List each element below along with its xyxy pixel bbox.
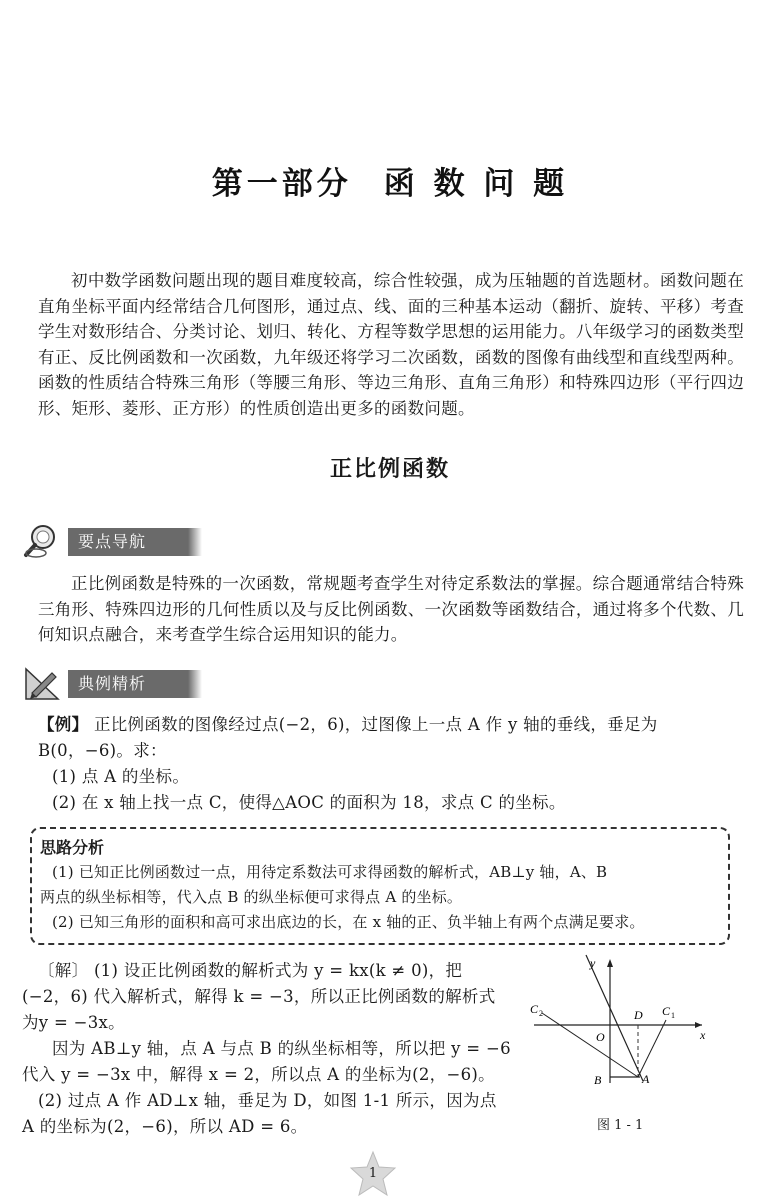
solution-line-4: 因为 AB⊥y 轴，点 A 与点 B 的纵坐标相等，所以把 y = −6: [52, 1039, 511, 1058]
pencil-icon: [22, 663, 62, 707]
label-o: O: [596, 1030, 605, 1044]
figure-caption: 图 1 - 1: [597, 1118, 644, 1133]
page-number: 1: [368, 1166, 378, 1181]
segment-c2a: [542, 1013, 638, 1077]
label-c2-sub: 2: [539, 1009, 543, 1018]
label-x: x: [700, 1028, 706, 1042]
section-label-examples: 典例精析: [68, 670, 188, 698]
part-title-right: 函 数 问 题: [383, 166, 569, 202]
analysis-line-2: 两点的纵坐标相等，代入点 B 的纵坐标便可求得点 A 的坐标。: [40, 888, 463, 906]
section-subtitle: 正比例函数: [329, 457, 450, 482]
label-b: B: [594, 1073, 602, 1087]
label-c1-sub: 1: [671, 1011, 675, 1020]
figure-1-1: [524, 953, 724, 1103]
example-line-1: [38, 712, 748, 738]
solution-line-5: 代入 y = −3x 中，解得 x = 2，所以点 A 的坐标为(2，−6)。: [22, 1065, 495, 1084]
example-line-2: B(0，−6)。求：: [38, 741, 167, 760]
analysis-label: 思路分析: [40, 838, 105, 857]
y-axis-arrow: [607, 959, 613, 967]
section-bar-fade: [188, 528, 202, 556]
example-question-1: (1) 点 A 的坐标。: [52, 767, 190, 786]
label-a: A: [642, 1072, 650, 1086]
analysis-line-3: (2) 已知三角形的面积和高可求出底边的长，在 x 轴的正、负半轴上有两个点满足要求。: [52, 913, 645, 931]
intro-paragraph: 初中数学函数问题出现的题目难度较高，综合性较强，成为压轴题的首选题材。函数问题在直角坐标平面内经常结合几何图形，通过点、线、面的三种基本运动（翻折、旋转、平移）考查学生对数形结合、分类讨论、划归、转化、方程等数学思想的运用能力。八年级学习的函数类型有正、反比例函数和一次函数，九年级还将学习二次函数，函数的图像有曲线型和直线型两种。函数的性质结合特殊三角形（等腰三角形、等边三角形、直角三角形）和特殊四边形（平行四边形、矩形、菱形、正方形）的性质创造出更多的函数问题。: [38, 271, 744, 418]
example-stem: 正比例函数的图像经过点(−2，6)，过图像上一点 A 作 y 轴的垂线，垂足为: [93, 715, 658, 734]
solution-line-6: (2) 过点 A 作 AD⊥x 轴，垂足为 D，如图 1-1 所示，因为点: [38, 1091, 497, 1110]
section-bar-fade: [188, 670, 202, 698]
example-tag: 【例】: [38, 715, 89, 734]
label-d: D: [634, 1008, 643, 1022]
solution-line-7: A 的坐标为(2，−6)，所以 AD = 6。: [22, 1117, 308, 1136]
magnifier-icon: [22, 520, 62, 564]
label-c1: C: [662, 1004, 671, 1018]
analysis-line-1: (1) 已知正比例函数过一点，用待定系数法可求得函数的解析式，AB⊥y 轴，A、B: [52, 863, 608, 881]
section-label-key-points: 要点导航: [68, 528, 188, 556]
label-y: y: [590, 956, 596, 970]
segment-c1a: [638, 1020, 666, 1077]
label-c2: C: [530, 1002, 539, 1016]
solution-line-2: (−2，6) 代入解析式，解得 k = −3，所以正比例函数的解析式: [22, 987, 496, 1006]
example-question-2: (2) 在 x 轴上找一点 C，使得△AOC 的面积为 18，求点 C 的坐标。: [52, 793, 566, 812]
key-points-text: 正比例函数是特殊的一次函数，常规题考查学生对待定系数法的掌握。综合题通常结合特殊三角形、特殊四边形的几何性质以及与反比例函数、一次函数等函数结合，通过将多个代数、几何知识点融合，来考查学生综合运用知识的能力。: [38, 574, 744, 644]
solution-line-3: 为y = −3x。: [22, 1013, 125, 1032]
part-title: [0, 158, 780, 203]
solution-line-1: 〔解〕 (1) 设正比例函数的解析式为 y = kx(k ≠ 0)，把: [38, 961, 463, 980]
part-title-left: 第一部分: [211, 166, 352, 202]
